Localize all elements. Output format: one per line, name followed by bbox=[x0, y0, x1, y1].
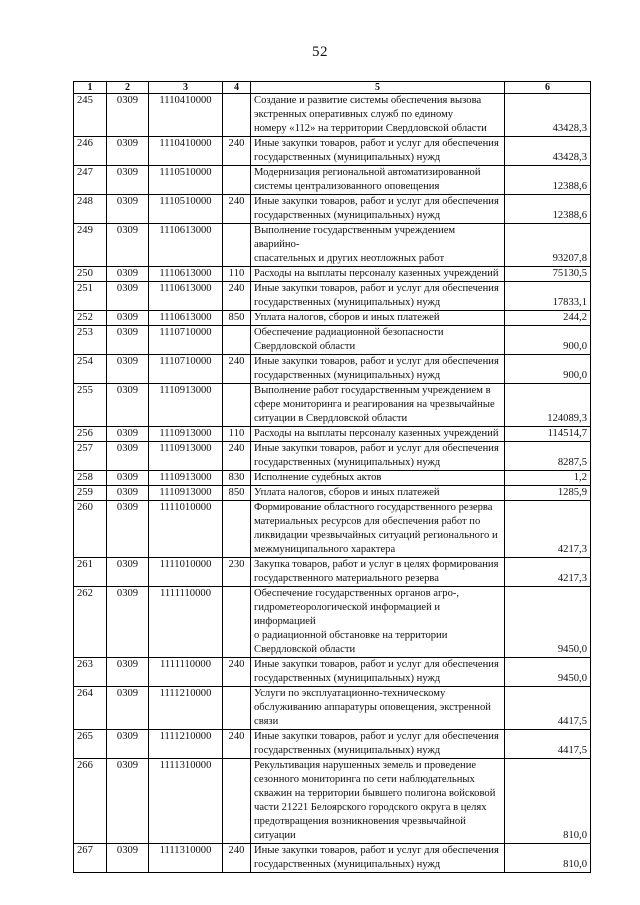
item-name bbox=[251, 658, 505, 687]
row-number: 262 bbox=[74, 587, 107, 658]
table-row bbox=[74, 267, 591, 282]
item-name-line: связи bbox=[254, 716, 279, 727]
table-row bbox=[74, 282, 591, 311]
item-name-line: номеру «112» на территории Свердловской области bbox=[254, 123, 487, 134]
target-article-code: 1110913000 bbox=[149, 442, 223, 471]
column-header: 1 bbox=[74, 82, 107, 94]
table-row bbox=[74, 687, 591, 730]
item-name bbox=[251, 558, 505, 587]
item-name-line: государственных (муниципальных) нужд bbox=[254, 297, 441, 308]
amount: 1285,9 bbox=[505, 486, 591, 501]
column-header: 2 bbox=[107, 82, 149, 94]
section-code: 0309 bbox=[107, 282, 149, 311]
item-name-line: спасательных и других неотложных работ bbox=[254, 253, 445, 264]
item-name bbox=[251, 384, 505, 427]
item-name-line: Обеспечение государственных органов агро-, bbox=[254, 588, 460, 599]
amount: 900,0 bbox=[505, 355, 591, 384]
item-name-line: Свердловской области bbox=[254, 644, 356, 655]
item-name-line: государственных (муниципальных) нужд bbox=[254, 745, 441, 756]
item-name-line: скважин на территории бывшего полигона войсковой bbox=[254, 788, 496, 799]
section-code: 0309 bbox=[107, 442, 149, 471]
item-name-line: Выполнение работ государственным учреждением в bbox=[254, 385, 491, 396]
expense-type-code: 110 bbox=[223, 427, 251, 442]
row-number: 249 bbox=[74, 224, 107, 267]
table-row bbox=[74, 326, 591, 355]
table-row bbox=[74, 486, 591, 501]
item-name bbox=[251, 587, 505, 658]
expense-type-code: 240 bbox=[223, 137, 251, 166]
amount: 4217,3 bbox=[505, 501, 591, 558]
amount: 93207,8 bbox=[505, 224, 591, 267]
target-article-code: 1111010000 bbox=[149, 558, 223, 587]
target-article-code: 1110613000 bbox=[149, 311, 223, 326]
item-name-line: Создание и развитие системы обеспечения вызова bbox=[254, 95, 482, 106]
amount: 114514,7 bbox=[505, 427, 591, 442]
expense-type-code: 240 bbox=[223, 195, 251, 224]
item-name bbox=[251, 355, 505, 384]
amount: 12388,6 bbox=[505, 166, 591, 195]
row-number: 266 bbox=[74, 759, 107, 844]
row-number: 247 bbox=[74, 166, 107, 195]
column-header: 4 bbox=[223, 82, 251, 94]
item-name-line: государственных (муниципальных) нужд bbox=[254, 673, 441, 684]
row-number: 258 bbox=[74, 471, 107, 486]
amount: 43428,3 bbox=[505, 137, 591, 166]
row-number: 254 bbox=[74, 355, 107, 384]
expense-type-code bbox=[223, 384, 251, 427]
item-name bbox=[251, 326, 505, 355]
table-row bbox=[74, 587, 591, 658]
target-article-code: 1111110000 bbox=[149, 587, 223, 658]
expense-type-code: 240 bbox=[223, 658, 251, 687]
expense-type-code bbox=[223, 166, 251, 195]
section-code: 0309 bbox=[107, 427, 149, 442]
section-code: 0309 bbox=[107, 471, 149, 486]
expense-type-code bbox=[223, 501, 251, 558]
expense-type-code bbox=[223, 759, 251, 844]
item-name-line: материальных ресурсов для обеспечения работ по bbox=[254, 516, 481, 527]
item-name-line: системы централизованного оповещения bbox=[254, 181, 440, 192]
section-code: 0309 bbox=[107, 311, 149, 326]
amount: 810,0 bbox=[505, 844, 591, 873]
item-name bbox=[251, 267, 505, 282]
row-number: 263 bbox=[74, 658, 107, 687]
item-name bbox=[251, 137, 505, 166]
row-number: 253 bbox=[74, 326, 107, 355]
target-article-code: 1110613000 bbox=[149, 282, 223, 311]
section-code: 0309 bbox=[107, 844, 149, 873]
target-article-code: 1111210000 bbox=[149, 687, 223, 730]
row-number: 248 bbox=[74, 195, 107, 224]
item-name-line: Модернизация региональной автоматизированной bbox=[254, 167, 481, 178]
amount: 124089,3 bbox=[505, 384, 591, 427]
section-code: 0309 bbox=[107, 355, 149, 384]
item-name-line: государственных (муниципальных) нужд bbox=[254, 370, 441, 381]
table-row bbox=[74, 759, 591, 844]
column-header: 6 bbox=[505, 82, 591, 94]
target-article-code: 1111310000 bbox=[149, 844, 223, 873]
item-name-line: ситуации в Свердловской области bbox=[254, 413, 408, 424]
amount: 4417,5 bbox=[505, 730, 591, 759]
table-row bbox=[74, 166, 591, 195]
amount: 4217,3 bbox=[505, 558, 591, 587]
expense-type-code: 240 bbox=[223, 730, 251, 759]
item-name bbox=[251, 759, 505, 844]
section-code: 0309 bbox=[107, 195, 149, 224]
item-name-line: государственных (муниципальных) нужд bbox=[254, 210, 441, 221]
target-article-code: 1110510000 bbox=[149, 166, 223, 195]
target-article-code: 1110913000 bbox=[149, 384, 223, 427]
item-name-line: Закупка товаров, работ и услуг в целях формирования bbox=[254, 559, 499, 570]
amount: 244,2 bbox=[505, 311, 591, 326]
amount: 1,2 bbox=[505, 471, 591, 486]
item-name-line: Иные закупки товаров, работ и услуг для обеспечения bbox=[254, 138, 499, 149]
target-article-code: 1111010000 bbox=[149, 501, 223, 558]
amount: 4417,5 bbox=[505, 687, 591, 730]
item-name bbox=[251, 311, 505, 326]
item-name bbox=[251, 195, 505, 224]
item-name-line: Исполнение судебных актов bbox=[254, 472, 382, 483]
item-name-line: межмуниципального характера bbox=[254, 544, 396, 555]
amount: 75130,5 bbox=[505, 267, 591, 282]
row-number: 255 bbox=[74, 384, 107, 427]
row-number: 245 bbox=[74, 94, 107, 137]
table-row bbox=[74, 137, 591, 166]
section-code: 0309 bbox=[107, 501, 149, 558]
item-name-line: Формирование областного государственного резерва bbox=[254, 502, 493, 513]
item-name-line: Рекультивация нарушенных земель и проведение bbox=[254, 760, 477, 771]
row-number: 250 bbox=[74, 267, 107, 282]
amount: 43428,3 bbox=[505, 94, 591, 137]
row-number: 252 bbox=[74, 311, 107, 326]
table-header-row bbox=[74, 82, 591, 94]
amount: 8287,5 bbox=[505, 442, 591, 471]
target-article-code: 1110613000 bbox=[149, 224, 223, 267]
item-name-line: ситуации bbox=[254, 830, 296, 841]
row-number: 257 bbox=[74, 442, 107, 471]
target-article-code: 1111210000 bbox=[149, 730, 223, 759]
expense-type-code: 240 bbox=[223, 282, 251, 311]
amount: 17833,1 bbox=[505, 282, 591, 311]
row-number: 259 bbox=[74, 486, 107, 501]
item-name bbox=[251, 471, 505, 486]
item-name-line: государственных (муниципальных) нужд bbox=[254, 859, 441, 870]
item-name-line: Уплата налогов, сборов и иных платежей bbox=[254, 487, 440, 498]
target-article-code: 1111110000 bbox=[149, 658, 223, 687]
target-article-code: 1110410000 bbox=[149, 137, 223, 166]
table-row bbox=[74, 844, 591, 873]
item-name-line: Расходы на выплаты персоналу казенных учреждений bbox=[254, 428, 499, 439]
row-number: 251 bbox=[74, 282, 107, 311]
item-name-line: государственных (муниципальных) нужд bbox=[254, 457, 441, 468]
expense-type-code: 230 bbox=[223, 558, 251, 587]
row-number: 264 bbox=[74, 687, 107, 730]
item-name-line: государственного материального резерва bbox=[254, 573, 439, 584]
section-code: 0309 bbox=[107, 267, 149, 282]
item-name bbox=[251, 844, 505, 873]
expense-type-code: 850 bbox=[223, 486, 251, 501]
item-name-line: Свердловской области bbox=[254, 341, 356, 352]
expense-type-code: 240 bbox=[223, 355, 251, 384]
target-article-code: 1111310000 bbox=[149, 759, 223, 844]
item-name-line: Иные закупки товаров, работ и услуг для обеспечения bbox=[254, 659, 499, 670]
expense-type-code: 240 bbox=[223, 442, 251, 471]
table-row bbox=[74, 427, 591, 442]
amount: 900,0 bbox=[505, 326, 591, 355]
expense-type-code: 240 bbox=[223, 844, 251, 873]
item-name bbox=[251, 94, 505, 137]
item-name bbox=[251, 501, 505, 558]
item-name-line: Иные закупки товаров, работ и услуг для обеспечения bbox=[254, 283, 499, 294]
target-article-code: 1110913000 bbox=[149, 427, 223, 442]
section-code: 0309 bbox=[107, 94, 149, 137]
amount: 810,0 bbox=[505, 759, 591, 844]
table-row bbox=[74, 311, 591, 326]
target-article-code: 1110710000 bbox=[149, 326, 223, 355]
section-code: 0309 bbox=[107, 687, 149, 730]
table-row bbox=[74, 195, 591, 224]
row-number: 246 bbox=[74, 137, 107, 166]
expense-type-code bbox=[223, 687, 251, 730]
section-code: 0309 bbox=[107, 384, 149, 427]
section-code: 0309 bbox=[107, 587, 149, 658]
item-name bbox=[251, 282, 505, 311]
item-name-line: обслуживанию аппаратуры оповещения, экстренной bbox=[254, 702, 491, 713]
section-code: 0309 bbox=[107, 166, 149, 195]
section-code: 0309 bbox=[107, 326, 149, 355]
expense-type-code bbox=[223, 587, 251, 658]
item-name bbox=[251, 730, 505, 759]
table-row bbox=[74, 471, 591, 486]
section-code: 0309 bbox=[107, 759, 149, 844]
target-article-code: 1110913000 bbox=[149, 486, 223, 501]
table-row bbox=[74, 730, 591, 759]
section-code: 0309 bbox=[107, 558, 149, 587]
target-article-code: 1110510000 bbox=[149, 195, 223, 224]
item-name-line: Иные закупки товаров, работ и услуг для обеспечения bbox=[254, 731, 499, 742]
item-name-line: Уплата налогов, сборов и иных платежей bbox=[254, 312, 440, 323]
item-name-line: Выполнение государственным учреждением аварийно- bbox=[254, 225, 456, 250]
item-name-line: Расходы на выплаты персоналу казенных учреждений bbox=[254, 268, 499, 279]
item-name-line: ликвидации чрезвычайных ситуаций регионального и bbox=[254, 530, 498, 541]
table-row bbox=[74, 658, 591, 687]
item-name-line: экстренных оперативных служб по единому bbox=[254, 109, 454, 120]
item-name-line: сезонного мониторинга по сети наблюдательных bbox=[254, 774, 475, 785]
column-header: 5 bbox=[251, 82, 505, 94]
amount: 12388,6 bbox=[505, 195, 591, 224]
expense-type-code: 830 bbox=[223, 471, 251, 486]
table-row bbox=[74, 501, 591, 558]
table-row bbox=[74, 384, 591, 427]
item-name bbox=[251, 442, 505, 471]
section-code: 0309 bbox=[107, 224, 149, 267]
item-name-line: государственных (муниципальных) нужд bbox=[254, 152, 441, 163]
item-name-line: Иные закупки товаров, работ и услуг для обеспечения bbox=[254, 196, 499, 207]
item-name-line: Иные закупки товаров, работ и услуг для обеспечения bbox=[254, 356, 499, 367]
item-name-line: Иные закупки товаров, работ и услуг для обеспечения bbox=[254, 443, 499, 454]
section-code: 0309 bbox=[107, 730, 149, 759]
table-row bbox=[74, 558, 591, 587]
item-name-line: Иные закупки товаров, работ и услуг для обеспечения bbox=[254, 845, 499, 856]
item-name bbox=[251, 427, 505, 442]
item-name bbox=[251, 687, 505, 730]
item-name-line: о радиационной обстановке на территории bbox=[254, 630, 448, 641]
target-article-code: 1110613000 bbox=[149, 267, 223, 282]
target-article-code: 1110410000 bbox=[149, 94, 223, 137]
item-name-line: предотвращения возникновения чрезвычайной bbox=[254, 816, 466, 827]
table-row bbox=[74, 442, 591, 471]
budget-table bbox=[73, 81, 591, 873]
row-number: 261 bbox=[74, 558, 107, 587]
expense-type-code: 110 bbox=[223, 267, 251, 282]
page-number: 52 bbox=[312, 44, 328, 60]
expense-type-code bbox=[223, 224, 251, 267]
expense-type-code bbox=[223, 94, 251, 137]
row-number: 265 bbox=[74, 730, 107, 759]
item-name-line: гидрометеорологической информацией и информацией bbox=[254, 602, 441, 627]
section-code: 0309 bbox=[107, 658, 149, 687]
target-article-code: 1110710000 bbox=[149, 355, 223, 384]
item-name-line: сфере мониторинга и реагирования на чрезвычайные bbox=[254, 399, 495, 410]
table-row bbox=[74, 224, 591, 267]
table-row bbox=[74, 94, 591, 137]
amount: 9450,0 bbox=[505, 658, 591, 687]
column-header: 3 bbox=[149, 82, 223, 94]
item-name-line: Услуги по эксплуатационно-техническому bbox=[254, 688, 446, 699]
item-name bbox=[251, 224, 505, 267]
row-number: 260 bbox=[74, 501, 107, 558]
item-name bbox=[251, 166, 505, 195]
row-number: 267 bbox=[74, 844, 107, 873]
expense-type-code: 850 bbox=[223, 311, 251, 326]
item-name-line: части 21221 Белоярского городского округа в целях bbox=[254, 802, 487, 813]
row-number: 256 bbox=[74, 427, 107, 442]
item-name-line: Обеспечение радиационной безопасности bbox=[254, 327, 444, 338]
expense-type-code bbox=[223, 326, 251, 355]
section-code: 0309 bbox=[107, 137, 149, 166]
section-code: 0309 bbox=[107, 486, 149, 501]
table-row bbox=[74, 355, 591, 384]
item-name bbox=[251, 486, 505, 501]
target-article-code: 1110913000 bbox=[149, 471, 223, 486]
amount: 9450,0 bbox=[505, 587, 591, 658]
